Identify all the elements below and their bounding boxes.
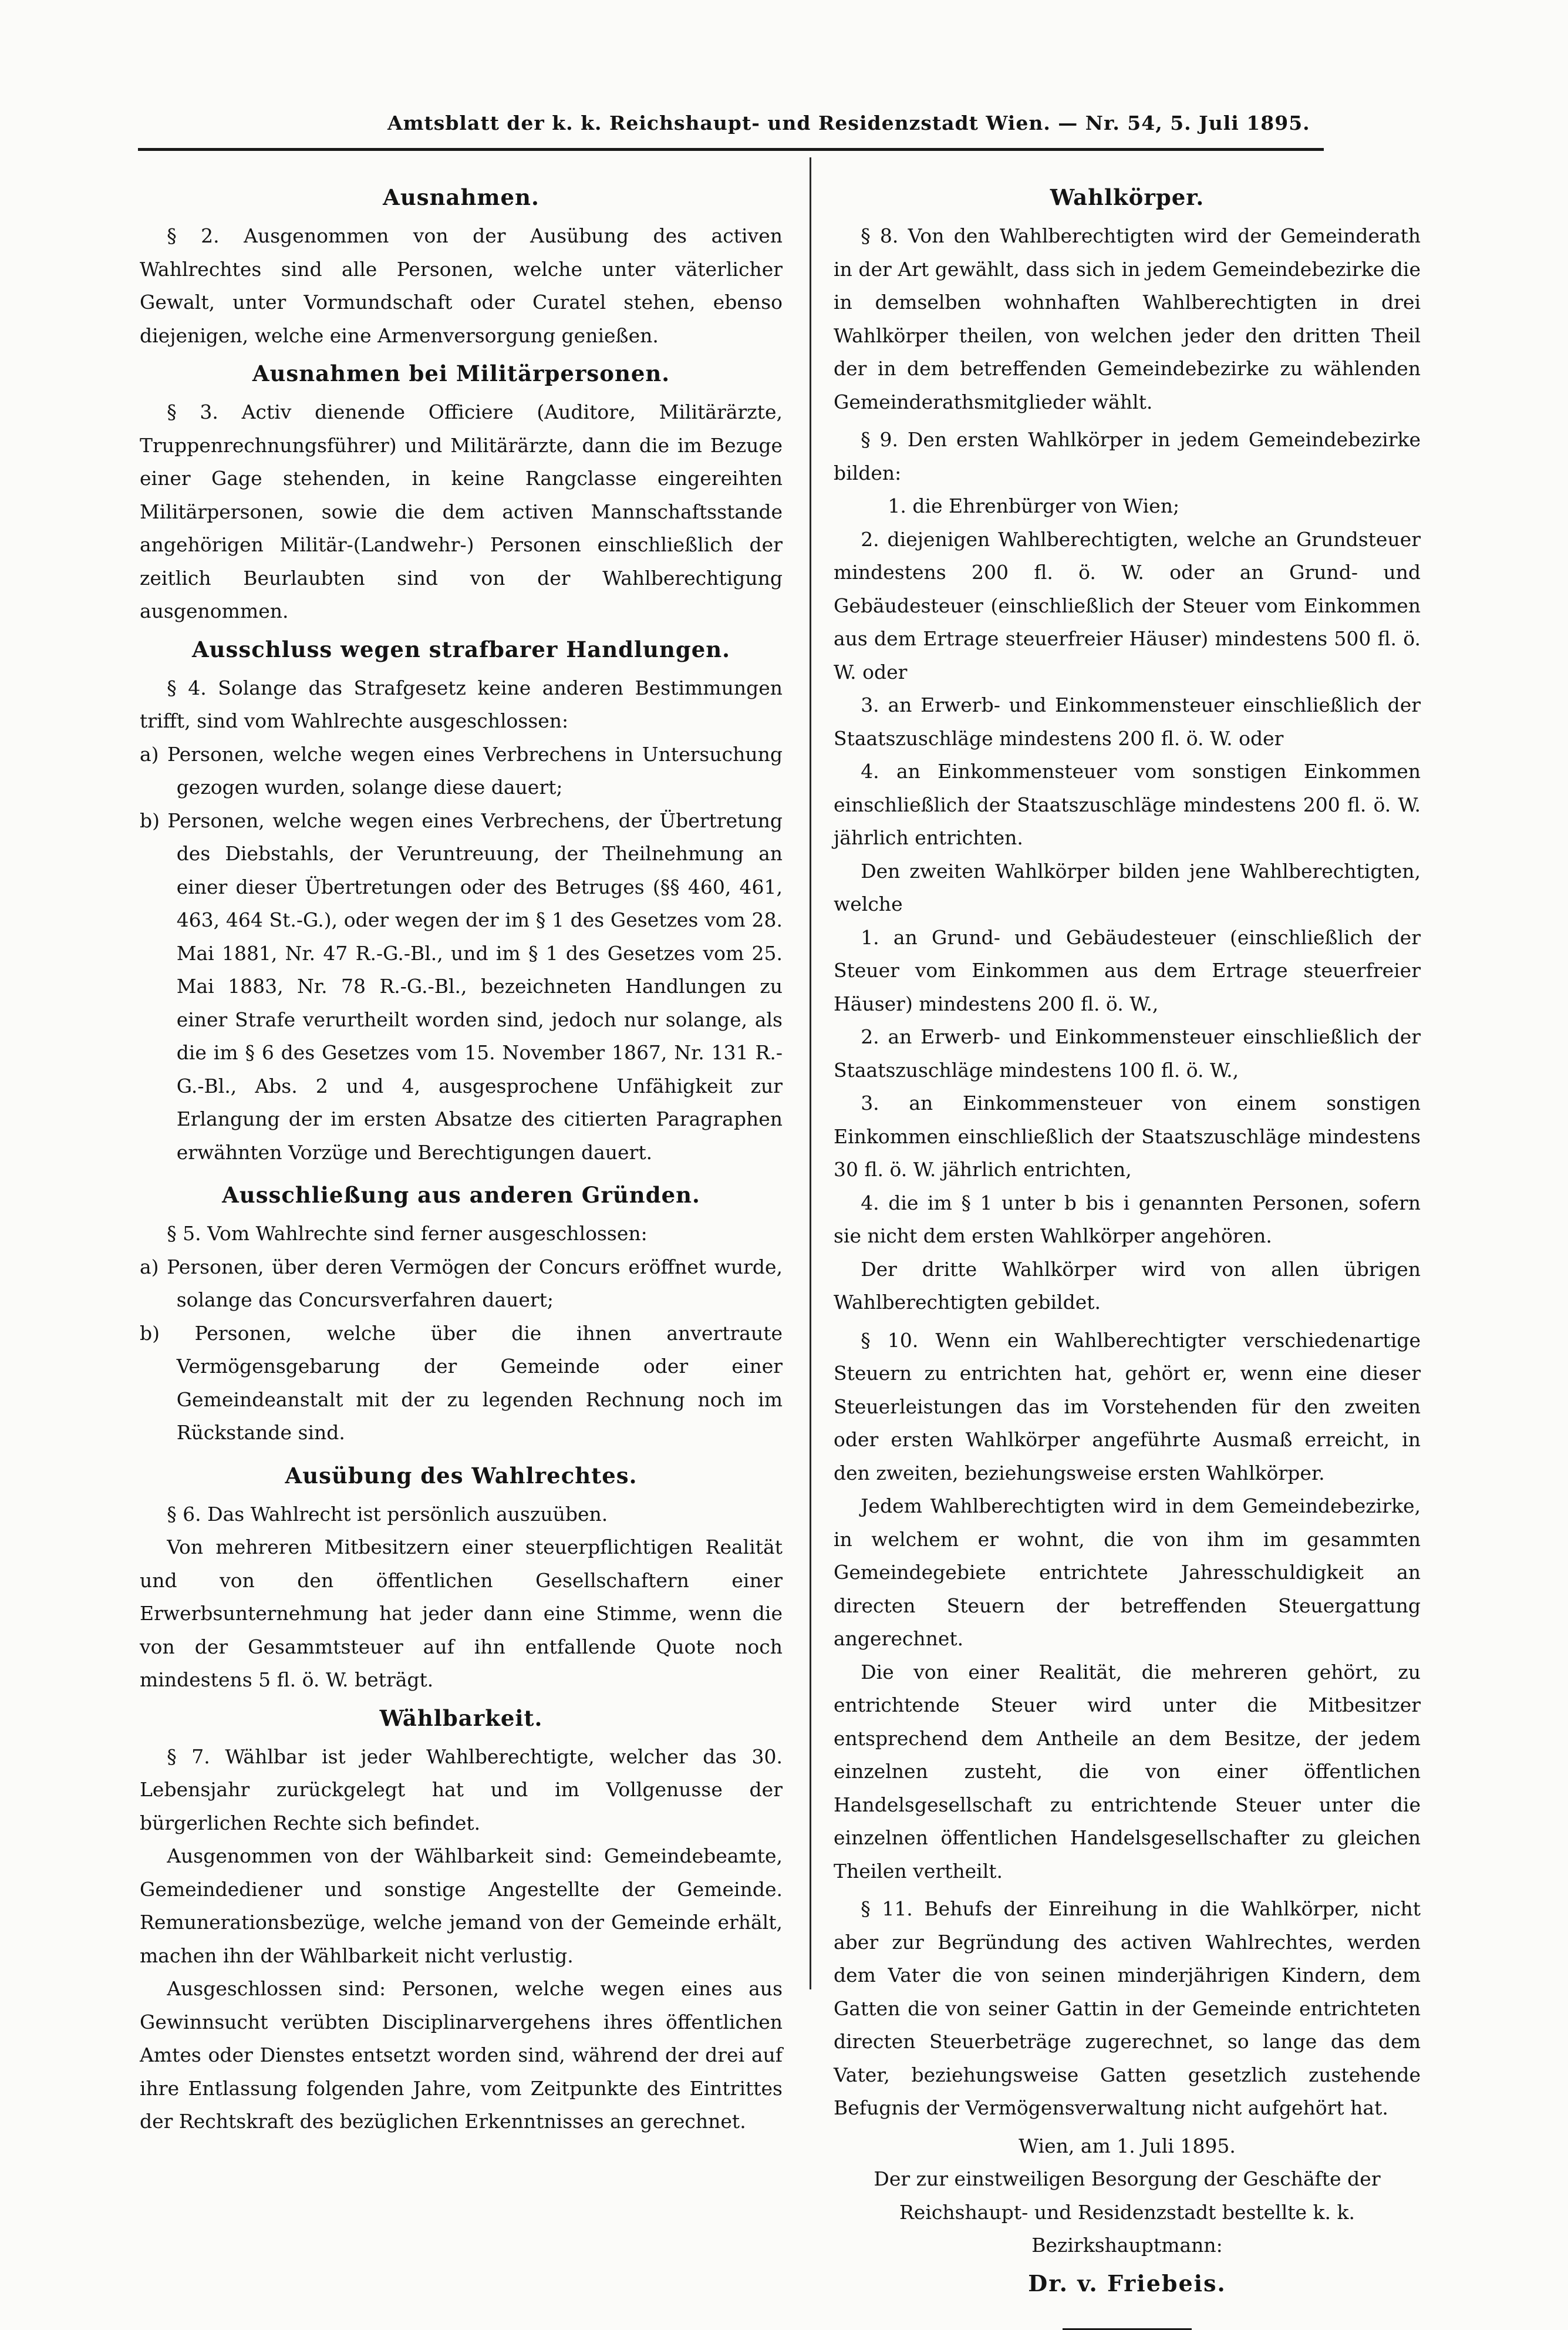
left-column: [140, 176, 783, 2139]
paragraph-9-item-3: 3. an Erwerb- und Einkommensteuer einschließlich der Staatszuschläge mindestens 200 fl. ö. W. oder: [834, 693, 1421, 750]
right-column: [834, 176, 1421, 2330]
paragraph-9-item-2: 2. diejenigen Wahlberechtigten, welche an Grundsteuer mindestens 200 fl. ö. W. oder an Grund- und Gebäudesteuer (einschließlich der Steuer vom Einkommen aus dem Ertrage steuerfreier Häuser) mindestens 500 fl. ö. W. oder: [834, 527, 1421, 683]
paragraph-10-realitaet: Die von einer Realität, die mehreren gehört, zu entrichtende Steuer wird unter die Mitbesitzer entsprechend dem Antheile an dem Besitze, der jedem einzelnen zusteht, die von einer öffentlichen Handelsgesellschaft zu entrichtende Steuer unter die einzelnen öffentlichen Handelsgesellschafter zu gleichen Theilen vertheilt.: [834, 1660, 1421, 1883]
section-heading-militaerpersonen: Ausnahmen bei Militärpersonen.: [252, 361, 670, 386]
paragraph-8: § 8. Von den Wahlberechtigten wird der Gemeinderath in der Art gewählt, dass sich in jedem Gemeindebezirke die in demselben wohnhaften Wahlberechtigten in drei Wahlkörper theilen, von welchen jeder den dritten Theil der in dem betreffenden Gemeindebezirke zu wählenden Gemeinderathsmitglieder wählt.: [834, 224, 1421, 413]
paragraph-9-item-1: 1. die Ehrenbürger von Wien;: [888, 494, 1180, 517]
paragraph-10: § 10. Wenn ein Wahlberechtigter verschiedenartige Steuern zu entrichten hat, gehört er, wenn eine dieser Steuerleistungen das im Vorstehenden für den zweiten oder ersten Wahlkörper angeführte Ausmaß erreicht, in den zweiten, beziehungsweise ersten Wahlkörper.: [834, 1328, 1421, 1484]
section-heading-waehlbarkeit: Wählbarkeit.: [379, 1705, 543, 1731]
header-rule: [138, 148, 1324, 151]
column-divider: [810, 157, 811, 1989]
paragraph-4: § 4. Solange das Strafgesetz keine anderen Bestimmungen trifft, sind vom Wahlrechte ausgeschlossen:: [140, 676, 783, 732]
signature: Dr. v. Friebeis.: [1028, 2270, 1226, 2297]
paragraph-9: § 9. Den ersten Wahlkörper in jedem Gemeindebezirke bilden:: [834, 428, 1421, 484]
second-wahlkoerper-intro: Den zweiten Wahlkörper bilden jene Wahlberechtigten, welche: [834, 859, 1421, 915]
place-date: Wien, am 1. Juli 1895.: [1019, 2134, 1236, 2157]
paragraph-7-exclusions: Ausgenommen von der Wählbarkeit sind: Gemeindebeamte, Gemeindediener und sonstige Angestellte der Gemeinde. Remunerationsbezüge, welche jemand von der Gemeinde erhält, machen ihn der Wählbarkeit nicht verlustig.: [140, 1844, 783, 1967]
paragraph-3: § 3. Activ dienende Officiere (Auditore, Militärärzte, Truppenrechnungsführer) und Militärärzte, dann die im Bezuge einer Gage stehenden, in keine Rangclasse eingereihten Militärpersonen, sowie die dem activen Mannschaftsstande angehörigen Militär-(Landwehr-) Personen einschließlich der zeitlich Beurlaubten sind von der Wahlberechtigung ausgenommen.: [140, 400, 783, 622]
paragraph-4-item-a: a) Personen, welche wegen eines Verbrechens in Untersuchung gezogen wurden, solange diese dauert;: [140, 742, 783, 799]
paragraph-7-disqualified: Ausgeschlossen sind: Personen, welche wegen eines aus Gewinnsucht verübten Disciplinarvergehens ihres öffentlichen Amtes oder Dienstes entsetzt worden sind, während der drei auf ihre Entlassung folgenden Jahre, vom Zeitpunkte des Eintrittes der Rechtskraft des bezüglichen Erkenntnisses an gerechnet.: [140, 1977, 783, 2133]
third-wahlkoerper: Der dritte Wahlkörper wird von allen übrigen Wahlberechtigten gebildet.: [834, 1257, 1421, 1314]
paragraph-5-item-b: b) Personen, welche über die ihnen anvertraute Vermögensgebarung der Gemeinde oder einer Gemeindeanstalt mit der zu legenden Rechnung noch im Rückstande sind.: [140, 1321, 783, 1444]
second-wahlkoerper-item-1: 1. an Grund- und Gebäudesteuer (einschließlich der Steuer vom Einkommen aus dem Ertrage steuerfreier Häuser) mindestens 200 fl. ö. W.,: [834, 925, 1421, 1015]
page-header: Amtsblatt der k. k. Reichshaupt- und Residenzstadt Wien. — Nr. 54, 5. Juli 1895.: [387, 112, 1310, 134]
second-wahlkoerper-item-2: 2. an Erwerb- und Einkommensteuer einschließlich der Staatszuschläge mindestens 100 fl. ö. W.,: [834, 1025, 1421, 1082]
paragraph-9-item-4: 4. an Einkommensteuer vom sonstigen Einkommen einschließlich der Staatszuschläge mindestens 200 fl. ö. W. jährlich entrichten.: [834, 760, 1421, 849]
paragraph-7: § 7. Wählbar ist jeder Wahlberechtigte, welcher das 30. Lebensjahr zurückgelegt hat und im Vollgenusse der bürgerlichen Rechte sich befindet.: [140, 1745, 783, 1834]
section-heading-andere-gruende: Ausschließung aus anderen Gründen.: [222, 1182, 700, 1208]
paragraph-6-continued: Von mehreren Mitbesitzern einer steuerpflichtigen Realität und von den öffentlichen Gesellschaftern einer Erwerbsunternehmung hat jeder dann eine Stimme, wenn die von der Gesammtsteuer auf ihn entfallende Quote noch mindestens 5 fl. ö. W. beträgt.: [140, 1536, 783, 1691]
section-heading-ausuebung: Ausübung des Wahlrechtes.: [285, 1462, 638, 1489]
closing-formula: Der zur einstweiligen Besorgung der Geschäfte der Reichshaupt- und Residenzstadt bestellte k. k. Bezirkshauptmann:: [874, 2167, 1381, 2257]
paragraph-11: § 11. Behufs der Einreihung in die Wahlkörper, nicht aber zur Begründung des activen Wahlrechtes, werden dem Vater die von seinen minderjährigen Kindern, dem Gatten die von seiner Gattin in der Gemeinde entrichteten directen Steuerbeträge zugerechnet, so lange das dem Vater, beziehungsweise Gatten gesetzlich zustehende Befugnis der Vermögensverwaltung nicht aufgehört hat.: [834, 1897, 1421, 2119]
paragraph-5-item-a: a) Personen, über deren Vermögen der Concurs eröffnet wurde, solange das Concursverfahren dauert;: [140, 1255, 783, 1311]
section-heading-wahlkoerper: Wahlkörper.: [1050, 184, 1205, 210]
paragraph-4-item-b: b) Personen, welche wegen eines Verbrechens, der Übertretung des Diebstahls, der Veruntreuung, der Theilnehmung an einer dieser Übertretungen oder des Betruges (§§ 460, 461, 463, 464 St.-G.), oder wegen der im § 1 des Gesetzes vom 28. Mai 1881, Nr. 47 R.-G.-Bl., und im § 1 des Gesetzes vom 25. Mai 1883, Nr. 78 R.-G.-Bl., bezeichneten Handlungen zu einer Strafe verurtheilt worden sind, jedoch nur solange, als die im § 6 des Gesetzes vom 15. November 1867, Nr. 131 R.-G.-Bl., Abs. 2 und 4, ausgesprochene Unfähigkeit zur Erlangung der im ersten Absatze des citierten Paragraphen erwähnten Vorzüge und Berechtigungen dauert.: [140, 809, 783, 1164]
second-wahlkoerper-item-4: 4. die im § 1 unter b bis i genannten Personen, sofern sie nicht dem ersten Wahlkörper angehören.: [834, 1191, 1421, 1247]
paragraph-6: § 6. Das Wahlrecht ist persönlich auszuüben.: [167, 1502, 608, 1526]
paragraph-10-continued: Jedem Wahlberechtigten wird in dem Gemeindebezirke, in welchem er wohnt, die von ihm im gesammten Gemeindegebiete entrichtete Jahresschuldigkeit an directen Steuern der betreffenden Steuergattung angerechnet.: [834, 1494, 1421, 1650]
paragraph-2: § 2. Ausgenommen von der Ausübung des activen Wahlrechtes sind alle Personen, welche unter väterlicher Gewalt, unter Vormundschaft oder Curatel stehen, ebenso diejenigen, welche eine Armenversorgung genießen.: [140, 224, 783, 347]
section-heading-strafbare-handlungen: Ausschluss wegen strafbarer Handlungen.: [191, 636, 731, 662]
paragraph-5: § 5. Vom Wahlrechte sind ferner ausgeschlossen:: [167, 1222, 648, 1245]
section-heading-ausnahmen: Ausnahmen.: [383, 184, 539, 210]
second-wahlkoerper-item-3: 3. an Einkommensteuer von einem sonstigen Einkommen einschließlich der Staatszuschläge mindestens 30 fl. ö. W. jährlich entrichten,: [834, 1092, 1421, 1181]
